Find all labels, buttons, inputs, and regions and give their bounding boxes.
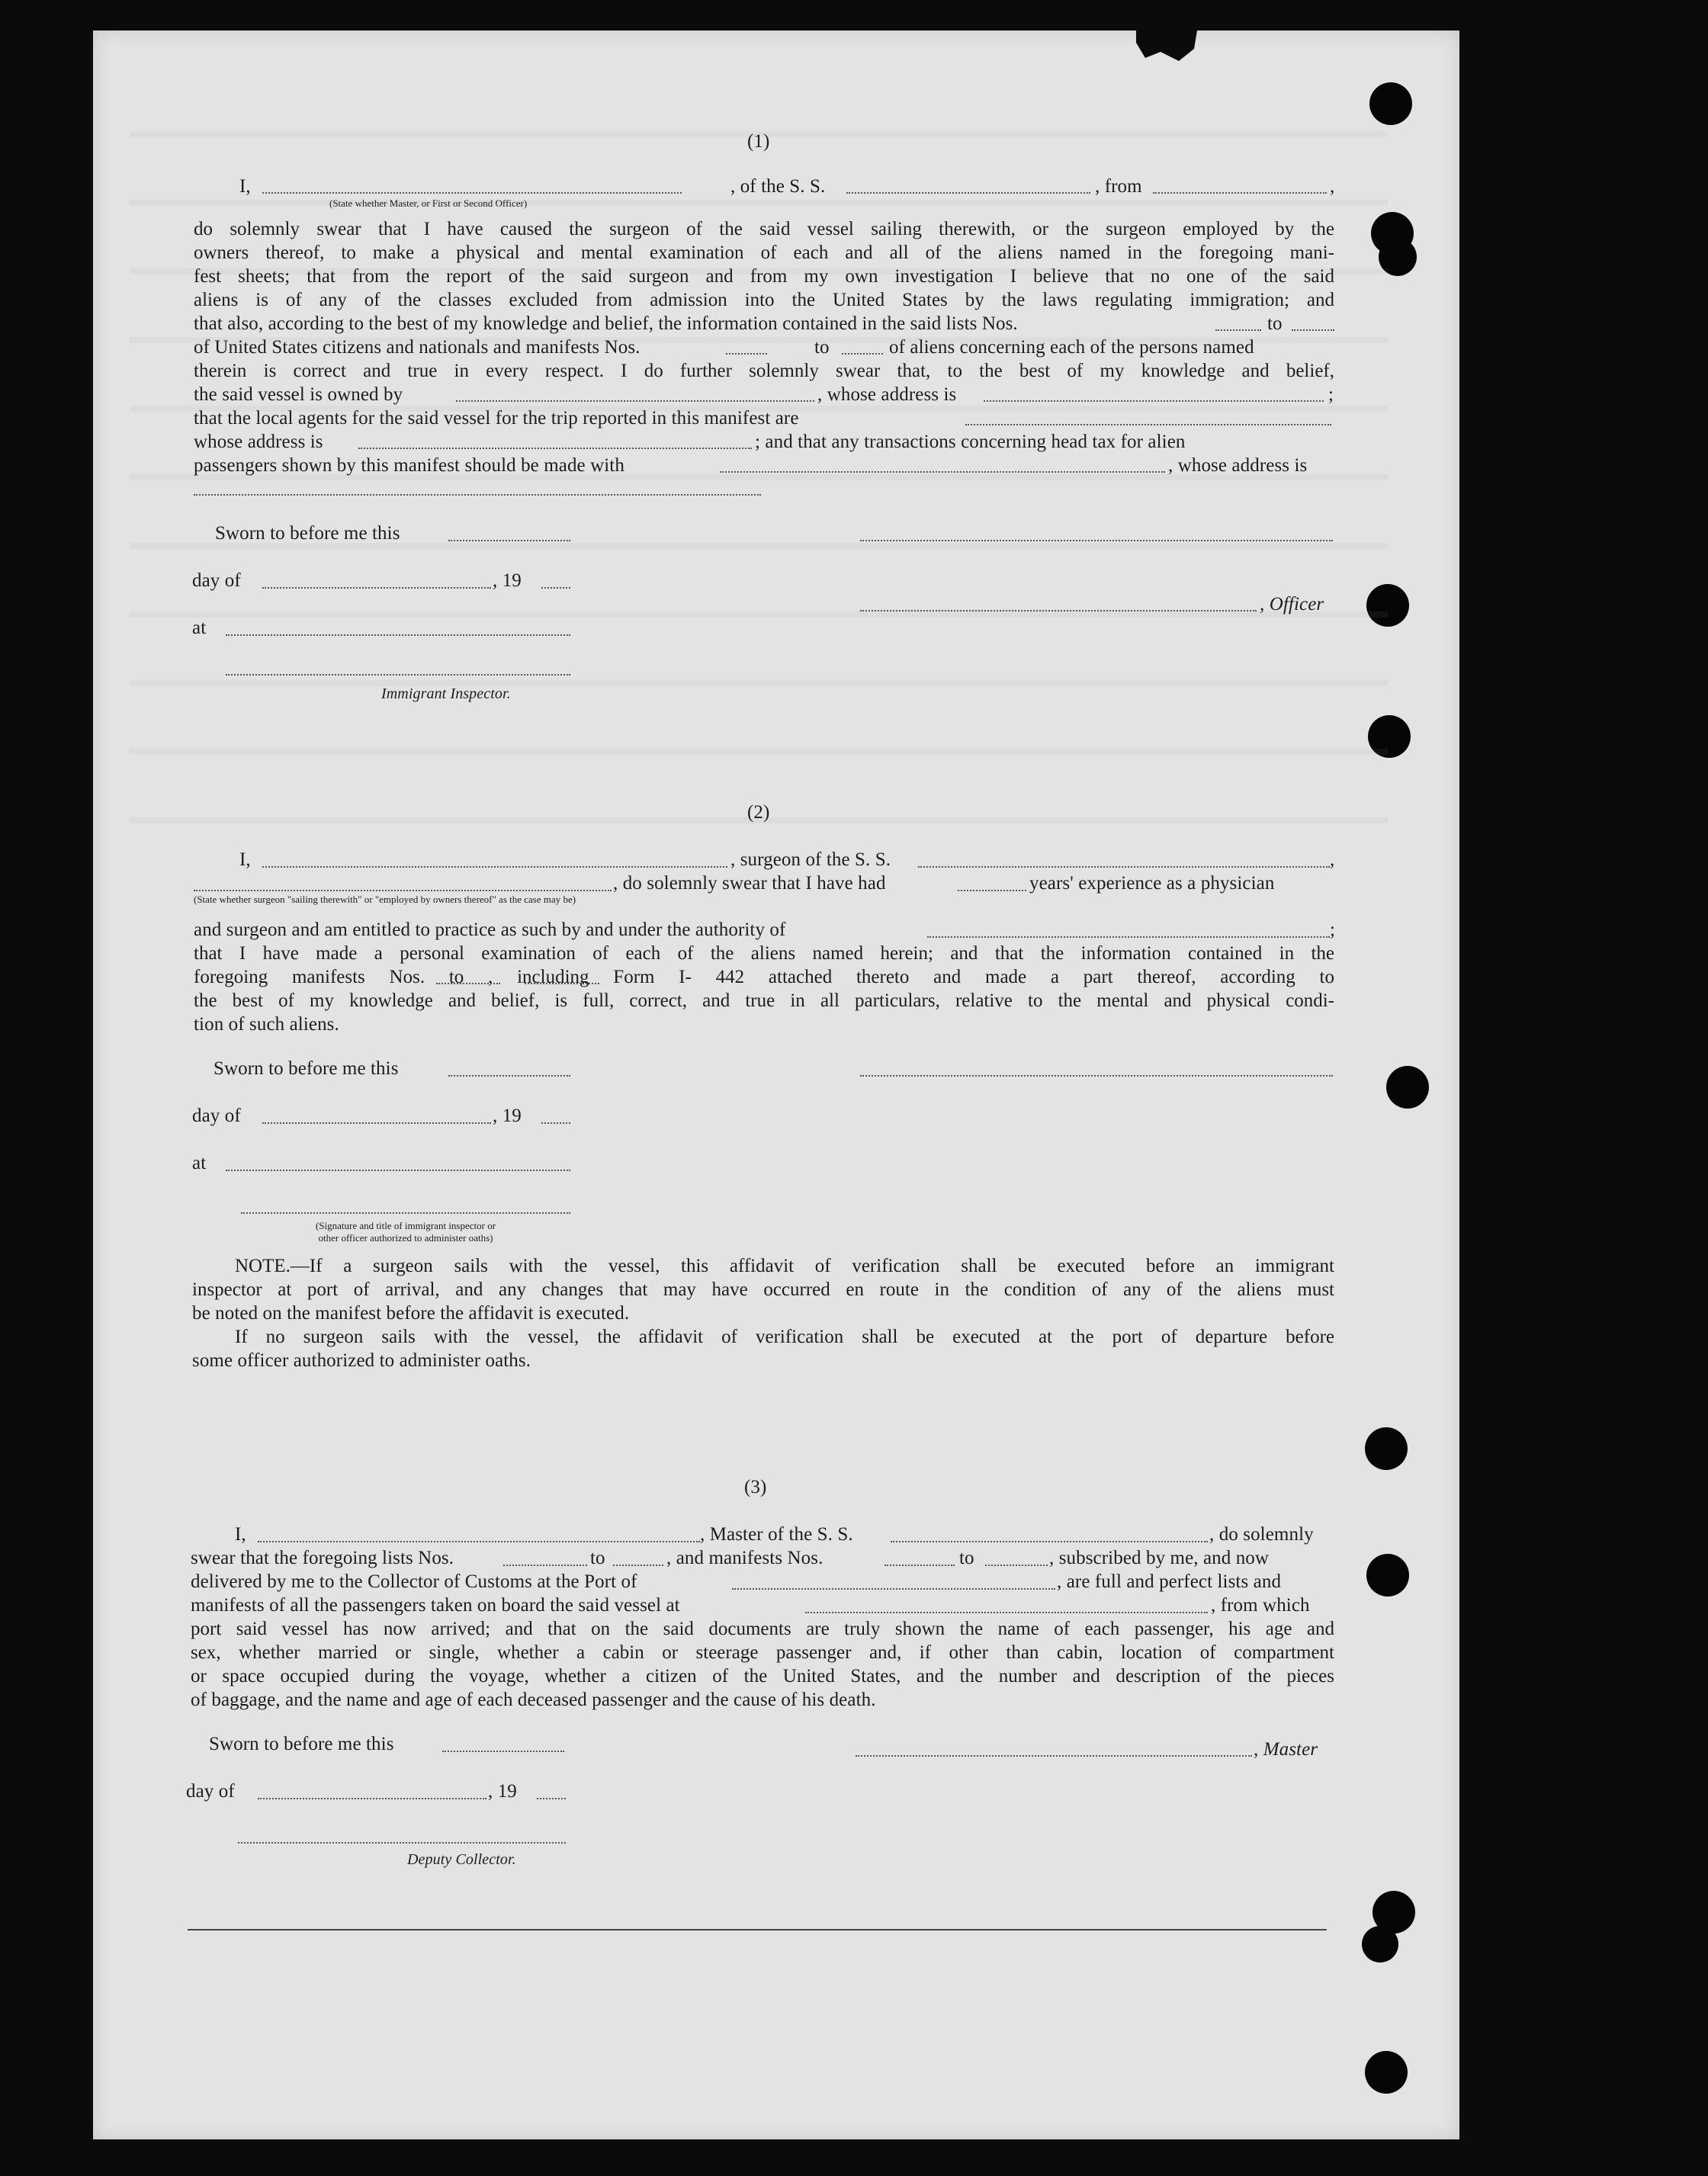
- lists-from-blank: [1215, 329, 1261, 331]
- master-label: , Master: [1254, 1739, 1318, 1760]
- sworn-label: Sworn to before me this: [214, 1058, 399, 1079]
- surgeon-line: tion of such aliens.: [194, 1014, 339, 1035]
- head-tax-address-blank: [194, 494, 761, 496]
- punctuation: ;: [1328, 384, 1334, 405]
- from-port-blank: [1153, 192, 1327, 194]
- year-blank: [537, 1798, 566, 1799]
- deputy-signature-blank: [238, 1842, 566, 1844]
- surgeon-type-blank: [194, 890, 612, 891]
- day-of-blank: [262, 1122, 491, 1124]
- master-line: , and manifests Nos.: [666, 1548, 824, 1568]
- note-line: some officer authorized to administer oaths.: [192, 1350, 531, 1371]
- surgeon-line: the best of my knowledge and belief, is full, correct, and true in all particulars, relative to the mental and physical condi-: [194, 990, 1334, 1011]
- vessel-name-blank: [846, 192, 1090, 194]
- oath-line: whose address is: [194, 432, 323, 452]
- oath-line: fest sheets; that from the report of the said surgeon and from my own investigation I believe that no one of the said: [194, 266, 1334, 287]
- aliens-concerning: of aliens concerning each of the persons named: [889, 337, 1254, 358]
- lists-to-blank: [1292, 329, 1334, 331]
- day-of-blank: [258, 1798, 486, 1799]
- punch-hole: [1362, 1926, 1398, 1963]
- inspector-label: Immigrant Inspector.: [381, 685, 511, 702]
- officer-label: , Officer: [1260, 594, 1324, 615]
- oath-line: the said vessel is owned by: [194, 384, 403, 405]
- boarding-port-blank: [805, 1612, 1208, 1613]
- master-line: , are full and perfect lists and: [1057, 1571, 1282, 1592]
- to-label: to: [959, 1548, 974, 1568]
- manifest-to-blank: [842, 353, 883, 355]
- master-line: swear that the foregoing lists Nos.: [191, 1548, 454, 1568]
- signature-note: (Signature and title of immigrant inspector or: [315, 1220, 496, 1231]
- sworn-date-blank: [448, 1075, 570, 1077]
- oath-line: that also, according to the best of my knowledge and belief, the information contained in the said lists Nos.: [194, 313, 1018, 334]
- manifest-from-blank: [726, 353, 767, 355]
- year-label: , 19: [493, 1106, 522, 1126]
- master-line: or space occupied during the voyage, whether a citizen of the United States, and the number and description of the pieces: [191, 1666, 1334, 1687]
- punctuation: ,: [1330, 849, 1335, 870]
- sworn-label: Sworn to before me this: [209, 1734, 394, 1754]
- officer-signature-top-blank: [860, 540, 1333, 541]
- surgeon-signature-blank: [860, 1075, 1333, 1077]
- deputy-label: Deputy Collector.: [407, 1851, 516, 1868]
- master-manifest-from-blank: [884, 1565, 955, 1566]
- at-blank: [226, 1170, 570, 1171]
- master-i-label: I,: [235, 1524, 246, 1545]
- day-of-label: day of: [192, 570, 241, 591]
- master-line: , from which: [1211, 1595, 1310, 1616]
- section-number: (1): [747, 131, 770, 152]
- surgeon-of-label: , surgeon of the S. S.: [730, 849, 891, 870]
- master-lists-to-blank: [613, 1565, 663, 1566]
- day-of-label: day of: [186, 1781, 235, 1802]
- from-label: , from: [1095, 176, 1142, 197]
- swear-years: , do solemnly swear that I have had: [613, 873, 886, 894]
- punch-hole: [1386, 1066, 1429, 1109]
- master-line: manifests of all the passengers taken on board the said vessel at: [191, 1595, 680, 1616]
- at-blank: [226, 634, 570, 636]
- punctuation: ;: [1330, 920, 1336, 940]
- surgeon-line: foregoing manifests Nos. to , including Form I- 442 attached thereto and made a part thereof, according to: [194, 967, 1334, 987]
- at-label: at: [192, 618, 207, 638]
- master-signature-blank: [856, 1755, 1252, 1757]
- oath-line: that the local agents for the said vessel for the trip reported in this manifest are: [194, 408, 799, 428]
- sworn-label: Sworn to before me this: [215, 523, 400, 544]
- officer-signature-blank: [860, 610, 1257, 611]
- of-ss-label: , of the S. S.: [730, 176, 826, 197]
- authority-blank: [927, 936, 1330, 938]
- year-blank: [541, 1122, 570, 1124]
- note-line: If no surgeon sails with the vessel, the affidavit of verification shall be executed at the port of departure before: [235, 1327, 1334, 1347]
- master-manifest-to-blank: [985, 1565, 1048, 1566]
- sworn-date-blank: [448, 540, 570, 541]
- punch-hole: [1365, 2051, 1408, 2094]
- signature-note: other officer authorized to administer oaths): [318, 1232, 493, 1244]
- surgeon-manifest-from-blank: [436, 983, 500, 984]
- year-label: , 19: [488, 1781, 517, 1802]
- surgeon-vessel-blank: [918, 866, 1330, 868]
- year-label: , 19: [493, 570, 522, 591]
- do-solemnly: , do solemnly: [1209, 1524, 1314, 1545]
- owner-address-blank: [984, 400, 1324, 402]
- master-name-blank: [258, 1541, 700, 1542]
- note-line: be noted on the manifest before the affidavit is executed.: [192, 1303, 630, 1324]
- note-line: inspector at port of arrival, and any changes that may have occurred en route in the condition of any of the aliens must: [192, 1279, 1334, 1300]
- bottom-rule: [188, 1929, 1327, 1930]
- whose-address: , whose address is: [817, 384, 957, 405]
- oath-line: aliens is of any of the classes excluded from admission into the United States by the laws regulating immigration; and: [194, 290, 1334, 310]
- master-note: (State whether Master, or First or Second Officer): [329, 197, 528, 209]
- master-of-label: , Master of the S. S.: [700, 1524, 853, 1545]
- to-label: to: [814, 337, 830, 358]
- head-tax-text: ; and that any transactions concerning head tax for alien: [755, 432, 1186, 452]
- years-blank: [958, 890, 1026, 891]
- whose-address-end: , whose address is: [1168, 455, 1308, 476]
- day-of-blank: [262, 587, 491, 589]
- master-line: sex, whether married or single, whether a cabin or steerage passenger and, if other than cabin, location of compartment: [191, 1642, 1334, 1663]
- day-of-label: day of: [192, 1106, 241, 1126]
- master-line: , subscribed by me, and now: [1049, 1548, 1270, 1568]
- surgeon-note: (State whether surgeon "sailing therewith" or "employed by owners thereof" as the case may be): [194, 894, 576, 905]
- surgeon-manifest-to-blank: [525, 983, 599, 984]
- section-number: (2): [747, 802, 770, 823]
- surgeon-name-blank: [262, 866, 727, 868]
- master-lists-from-blank: [503, 1565, 587, 1566]
- master-line: of baggage, and the name and age of each deceased passenger and the cause of his death.: [191, 1690, 876, 1710]
- agents-blank: [965, 424, 1331, 425]
- authority-line: and surgeon and am entitled to practice as such by and under the authority of: [194, 920, 786, 940]
- inspector-signature-blank: [226, 674, 570, 676]
- oath-i-label: I,: [239, 176, 251, 197]
- agents-address-blank: [358, 448, 752, 449]
- oath-line: therein is correct and true in every respect. I do further solemnly swear that, to the best of my knowledge and belief,: [194, 361, 1334, 381]
- oath-line: do solemnly swear that I have caused the surgeon of the said vessel sailing therewith, or the surgeon employed by the: [194, 219, 1334, 239]
- section-number: (3): [744, 1477, 767, 1497]
- to-label: to: [1267, 313, 1283, 334]
- head-tax-party-blank: [720, 471, 1165, 473]
- years-experience: years' experience as a physician: [1029, 873, 1275, 894]
- punch-hole: [1365, 1427, 1408, 1470]
- surgeon-i-label: I,: [239, 849, 251, 870]
- master-vessel-blank: [891, 1541, 1208, 1542]
- year-blank: [541, 587, 570, 589]
- master-line: delivered by me to the Collector of Customs at the Port of: [191, 1571, 637, 1592]
- sworn-date-blank: [442, 1751, 564, 1752]
- master-line: port said vessel has now arrived; and that on the said documents are truly shown the name of each passenger, his age and: [191, 1619, 1334, 1639]
- at-label: at: [192, 1153, 207, 1173]
- to-label: to: [590, 1548, 605, 1568]
- punch-hole: [1366, 1554, 1409, 1597]
- note-line: NOTE.—If a surgeon sails with the vessel, this affidavit of verification shall be executed before an immigrant: [235, 1256, 1334, 1276]
- oath-line: owners thereof, to make a physical and mental examination of each and all of the aliens named in the foregoing mani-: [194, 242, 1334, 263]
- oath-line: passengers shown by this manifest should be made with: [194, 455, 624, 476]
- surgeon-line: that I have made a personal examination of each of the aliens named herein; and that the information contained in the: [194, 943, 1334, 964]
- officer-name-blank: [262, 192, 682, 194]
- oath-line: of United States citizens and nationals and manifests Nos.: [194, 337, 640, 358]
- owner-blank: [456, 400, 814, 402]
- punctuation: ,: [1330, 176, 1335, 197]
- inspector-signature-blank: [241, 1212, 570, 1214]
- port-blank: [732, 1588, 1055, 1590]
